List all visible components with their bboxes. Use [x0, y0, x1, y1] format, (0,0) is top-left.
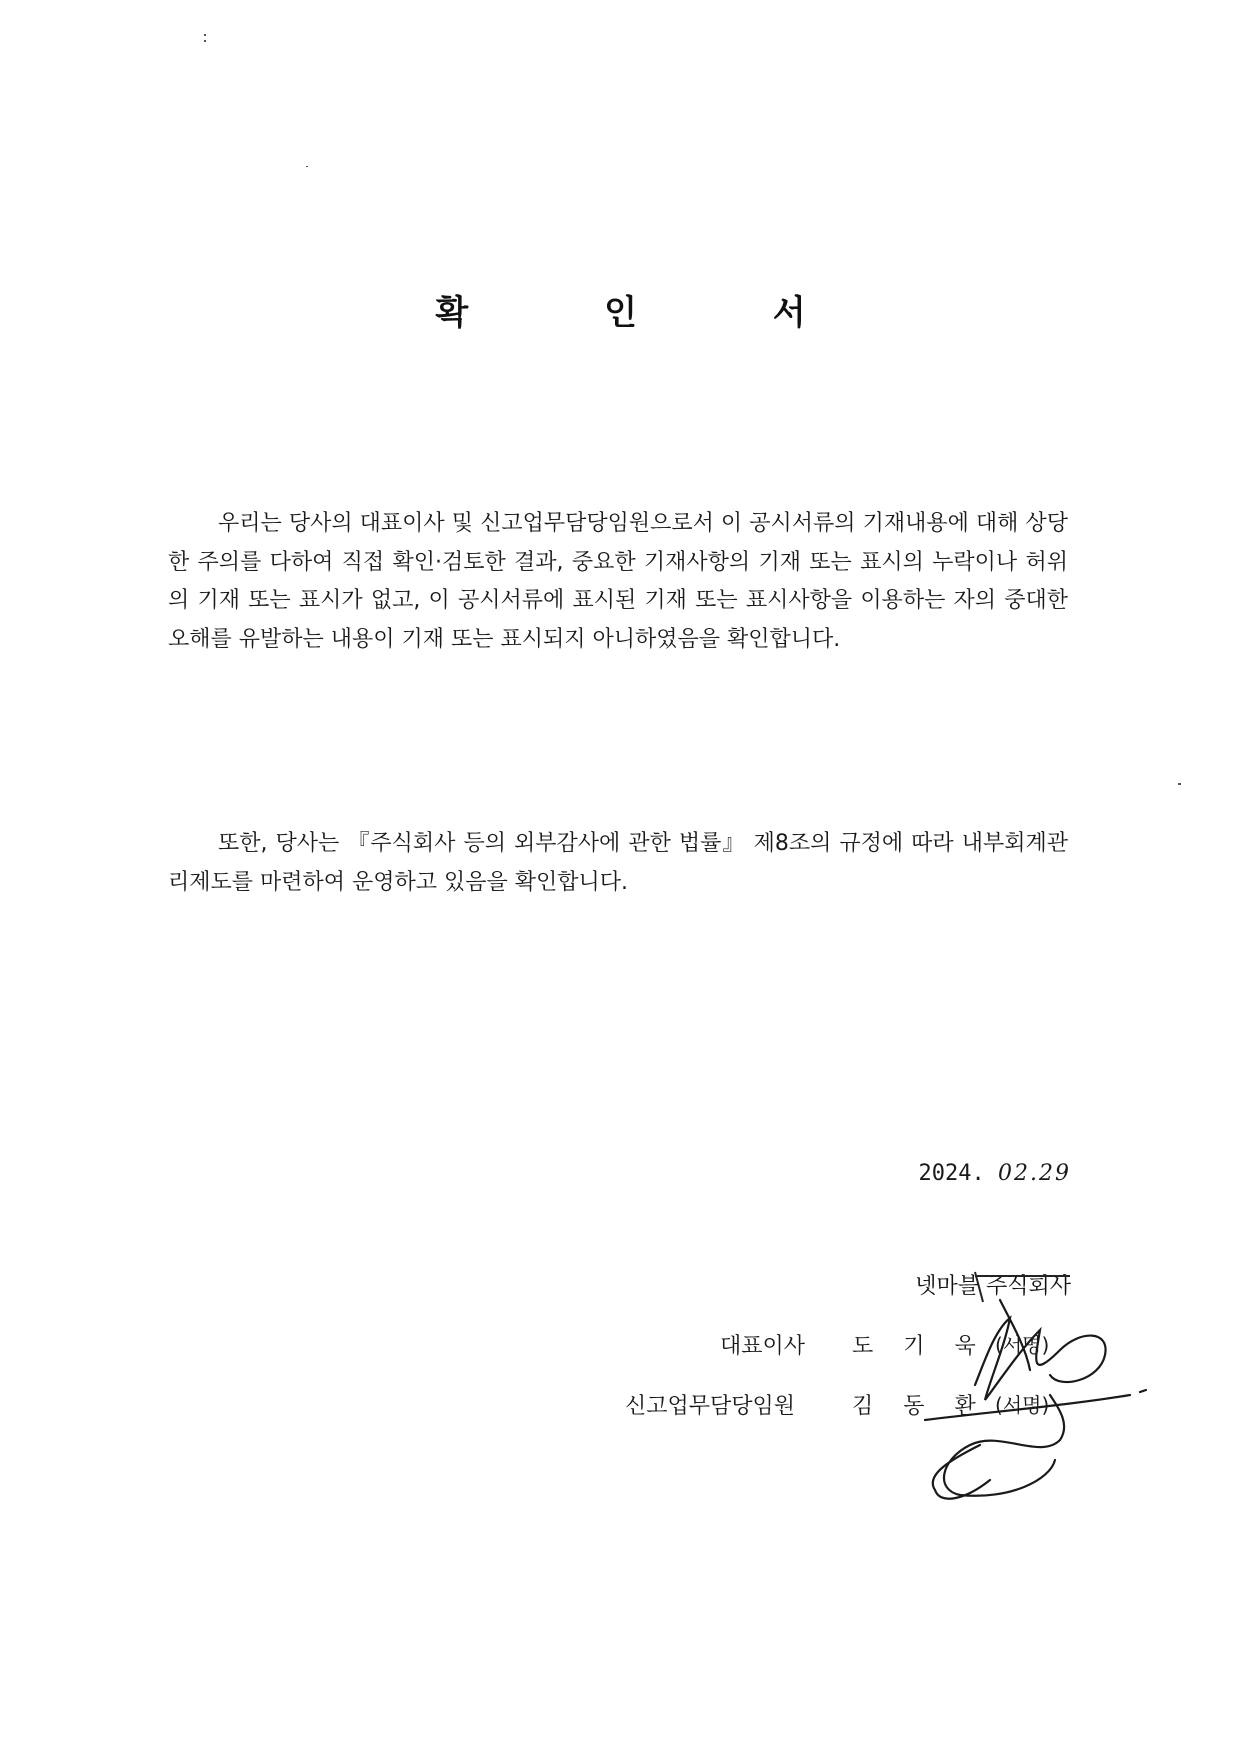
internal-control-paragraph: [168, 825, 1068, 902]
date-printed: 2024.: [918, 1161, 985, 1186]
document-title: 확 인 서: [435, 292, 868, 333]
confirmation-paragraph: [168, 505, 1068, 659]
company-name: 넷마블 주식회사: [915, 1274, 1071, 1299]
date-handwritten: 02.29: [998, 1161, 1071, 1186]
document-date: [919, 1161, 1071, 1186]
document-page: 확 인 서 우리는 당사의 대표이사 및 신고업무담당임원으로서 이 공시서류의 기재내용에 대해 상당한 주의를 다하여 직접 확인·검토한 결과, 중요한 기재사항의 기재 또는 표시의 누락이나 허위의 기재 또는 표시가 없고, 이 공시서류에 표시된 기재 또는 표시사항을 이용하는 자의 중대한 오해를 유발하는 내용이 기재 또는 표시되지 아니하였음을 확인합니다. 또한, 당사는 『주식회사 등의 외부감사에 관한 법률』 제8조의 규정에 따라 내부회계관리제도를 마련하여 운영하고 있음을 확인합니다. 2024. 02.29 넷마블 주식회사 대표이사 도기욱 (서명) 신고업무담당임원 김동환 (서명): [0, 0, 1241, 1755]
scan-speck: [1178, 783, 1181, 785]
signature-mark-label: (서명): [995, 1333, 1050, 1357]
signer-name: 김동환: [852, 1394, 1006, 1419]
signature-mark-label: (서명): [995, 1393, 1050, 1417]
confirmation-text: 우리는 당사의 대표이사 및 신고업무담당임원으로서 이 공시서류의 기재내용에 대해 상당한 주의를 다하여 직접 확인·검토한 결과, 중요한 기재사항의 기재 또는 표시의 누락이나 허위의 기재 또는 표시가 없고, 이 공시서류에 표시된 기재 또는 표시사항을 이용하는 자의 중대한 오해를 유발하는 내용이 기재 또는 표시되지 아니하였음을 확인합니다.: [168, 511, 1068, 652]
internal-control-text: 또한, 당사는 『주식회사 등의 외부감사에 관한 법률』 제8조의 규정에 따라 내부회계관리제도를 마련하여 운영하고 있음을 확인합니다.: [168, 831, 1068, 895]
scan-speck: [204, 40, 206, 42]
signer-name: 도기욱: [852, 1334, 1006, 1359]
scan-speck: [306, 166, 308, 167]
scan-speck: [204, 34, 206, 36]
